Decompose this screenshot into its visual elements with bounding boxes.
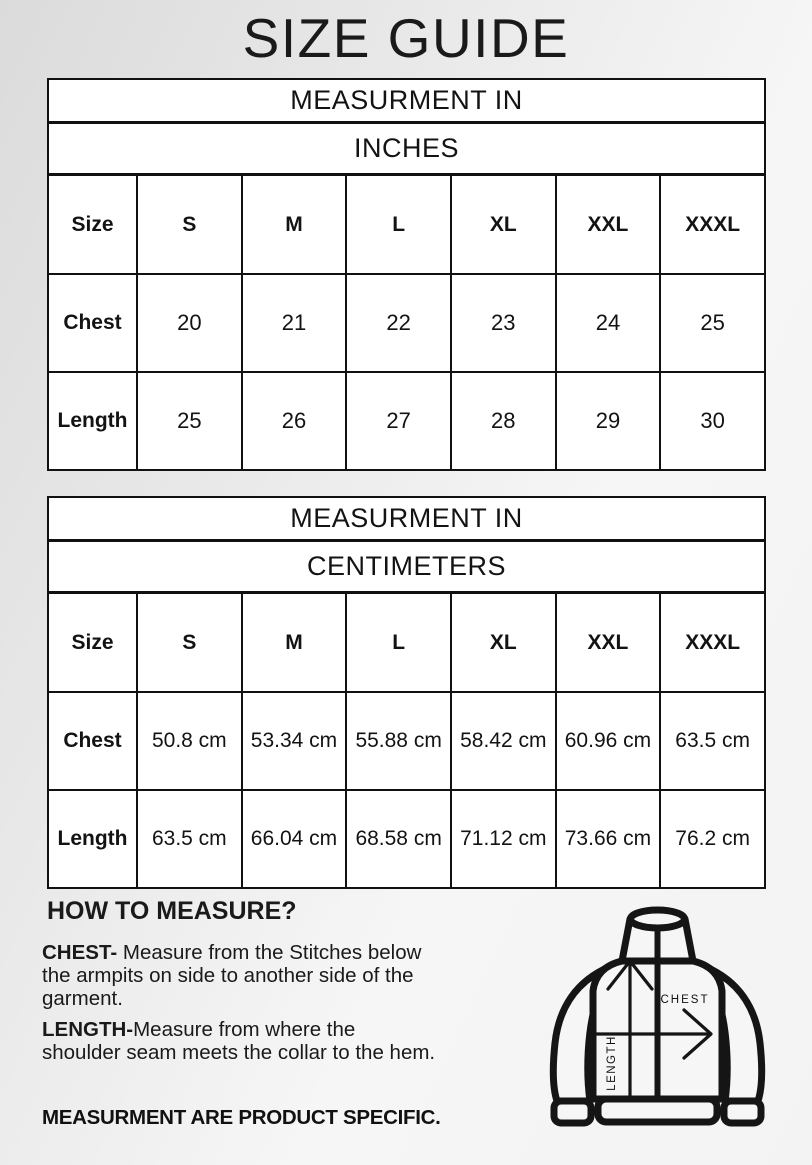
jacket-diagram-icon <box>545 903 775 1143</box>
size-cell: M <box>242 175 347 275</box>
page-title: SIZE GUIDE <box>242 7 570 69</box>
value-cell: 21 <box>242 274 347 372</box>
table-header: MEASURMENT IN <box>48 79 765 123</box>
value-cell: 68.58 cm <box>346 790 451 888</box>
chest-row <box>48 274 765 372</box>
value-cell: 76.2 cm <box>660 790 765 888</box>
value-cell: 29 <box>556 372 661 470</box>
length-instruction-text: Measure from where the shoulder seam meets the collar to the hem. <box>42 1018 436 1065</box>
value-cell: 50.8 cm <box>137 692 242 790</box>
value-cell: 66.04 cm <box>242 790 347 888</box>
row-label: Length <box>48 372 137 470</box>
size-row <box>48 593 765 693</box>
table-unit: INCHES <box>48 123 765 175</box>
value-cell: 23 <box>451 274 556 372</box>
size-cell: S <box>137 175 242 275</box>
chest-row <box>48 692 765 790</box>
row-label: Size <box>48 593 137 693</box>
jacket-waistband <box>598 1099 717 1122</box>
value-cell: 28 <box>451 372 556 470</box>
row-label: Length <box>48 790 137 888</box>
table-unit: CENTIMETERS <box>48 541 765 593</box>
value-cell: 53.34 cm <box>242 692 347 790</box>
size-cell: XL <box>451 593 556 693</box>
jacket-collar-opening <box>631 910 685 928</box>
table-header-row <box>48 497 765 541</box>
value-cell: 22 <box>346 274 451 372</box>
size-cell: XL <box>451 175 556 275</box>
size-cell: L <box>346 593 451 693</box>
chest-instruction-label: CHEST- <box>42 941 118 964</box>
product-specific-note: MEASURMENT ARE PRODUCT SPECIFIC. <box>42 1106 441 1129</box>
how-to-measure-heading: HOW TO MEASURE? <box>47 897 297 925</box>
value-cell: 63.5 cm <box>137 790 242 888</box>
centimeters-table <box>47 496 766 889</box>
value-cell: 30 <box>660 372 765 470</box>
size-cell: M <box>242 593 347 693</box>
value-cell: 24 <box>556 274 661 372</box>
value-cell: 27 <box>346 372 451 470</box>
length-row <box>48 790 765 888</box>
value-cell: 63.5 cm <box>660 692 765 790</box>
value-cell: 73.66 cm <box>556 790 661 888</box>
size-cell: S <box>137 593 242 693</box>
table-header: MEASURMENT IN <box>48 497 765 541</box>
row-label: Chest <box>48 274 137 372</box>
inches-table <box>47 78 766 471</box>
table-header-row <box>48 79 765 123</box>
row-label: Chest <box>48 692 137 790</box>
value-cell: 71.12 cm <box>451 790 556 888</box>
size-cell: L <box>346 175 451 275</box>
chest-diagram-label: CHEST <box>660 994 710 1006</box>
size-row <box>48 175 765 275</box>
size-cell: XXXL <box>660 593 765 693</box>
size-cell: XXXL <box>660 175 765 275</box>
chest-instruction <box>42 941 438 1010</box>
length-row <box>48 372 765 470</box>
value-cell: 25 <box>137 372 242 470</box>
table-unit-row <box>48 541 765 593</box>
length-instruction <box>42 1018 438 1064</box>
jacket-left-cuff <box>554 1101 591 1123</box>
jacket-right-cuff <box>724 1101 761 1123</box>
value-cell: 55.88 cm <box>346 692 451 790</box>
length-diagram-label: LENGTH <box>606 1035 618 1091</box>
size-cell: XXL <box>556 175 661 275</box>
value-cell: 58.42 cm <box>451 692 556 790</box>
value-cell: 26 <box>242 372 347 470</box>
row-label: Size <box>48 175 137 275</box>
value-cell: 60.96 cm <box>556 692 661 790</box>
chest-instruction-text: Measure from the Stitches below the armpits on side to another side of the garment. <box>42 941 422 1011</box>
size-cell: XXL <box>556 593 661 693</box>
table-unit-row <box>48 123 765 175</box>
length-instruction-label: LENGTH- <box>42 1018 134 1041</box>
value-cell: 20 <box>137 274 242 372</box>
value-cell: 25 <box>660 274 765 372</box>
